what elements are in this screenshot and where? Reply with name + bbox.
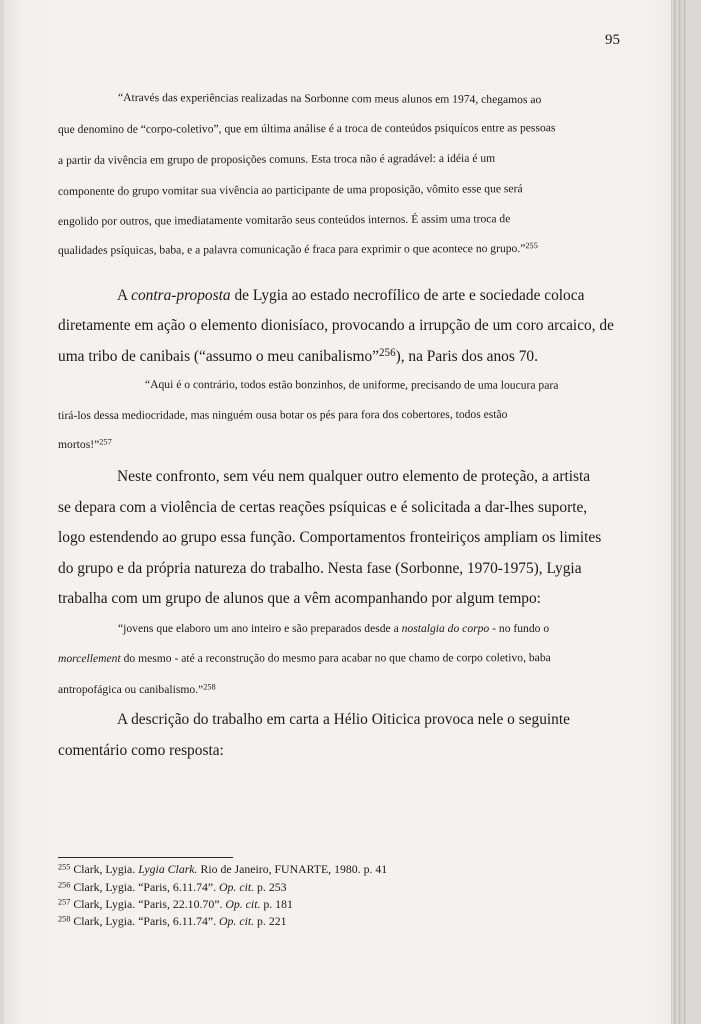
footnote-number: 257 bbox=[58, 897, 71, 907]
footnote-ref-258: 258 bbox=[203, 682, 216, 692]
quote1-line bbox=[58, 242, 538, 257]
quote1-line: engolido por outros, que imediatamente vomitarão seus conteúdos internos. É assim uma troca de bbox=[57, 212, 511, 228]
body-paragraph-1-line bbox=[117, 287, 584, 305]
footnote-ref-257: 257 bbox=[99, 437, 112, 447]
footnote bbox=[58, 914, 287, 929]
body-paragraph-2-line: trabalha com um grupo de alunos que a vêm acompanhando por algum tempo: bbox=[58, 590, 541, 607]
text-run: Rio de Janeiro, FUNARTE, 1980. p. 41 bbox=[197, 862, 388, 876]
quote1-line-text: qualidades psíquicas, baba, e a palavra comunicação é fraca para exprimir o que acontece no grupo.” bbox=[57, 241, 526, 257]
body-paragraph-2-line: do grupo e da própria natureza do trabalho. Nesta fase (Sorbonne, 1970-1975), Lygia bbox=[58, 560, 582, 577]
emphasis-text: Lygia Clark. bbox=[138, 862, 198, 876]
quote3-line-text: antropofágica ou canibalismo.” bbox=[58, 683, 204, 696]
footnote-number: 255 bbox=[58, 862, 71, 872]
emphasis-text: Op. cit. bbox=[219, 880, 255, 894]
text-run: ), na Paris dos anos 70. bbox=[395, 348, 538, 365]
text-run: Clark, Lygia. bbox=[70, 862, 139, 876]
text-run: p. 253 bbox=[254, 880, 287, 894]
page-stack-edge bbox=[671, 0, 686, 1024]
footnote-ref-255: 255 bbox=[525, 241, 538, 251]
emphasis-text: contra-proposta bbox=[131, 287, 231, 304]
quote2-line: “Aqui é o contrário, todos estão bonzinhos, de uniforme, precisando de uma loucura para bbox=[144, 378, 559, 392]
body-paragraph-3-line: comentário como resposta: bbox=[58, 742, 224, 759]
body-paragraph-3-line: A descrição do trabalho em carta a Hélio Oiticica provoca nele o seguinte bbox=[117, 711, 570, 728]
text-run: Clark, Lygia. “Paris, 6.11.74”. bbox=[70, 914, 220, 928]
footnote bbox=[58, 862, 387, 877]
quote3-line bbox=[118, 622, 549, 635]
emphasis-text: Op. cit. bbox=[219, 914, 255, 928]
quote2-line bbox=[58, 438, 112, 451]
quote3-line bbox=[58, 683, 216, 696]
text-run: Clark, Lygia. “Paris, 22.10.70”. bbox=[70, 897, 226, 911]
quote1-line: a partir da vivência em grupo de proposições comuns. Esta troca não é agradável: a idéia é um bbox=[57, 151, 496, 167]
quote2-line: tirá-los dessa mediocridade, mas ninguém ousa botar os pés para fora dos cobertores, todos estão bbox=[57, 407, 508, 422]
quote2-line-text: mortos!” bbox=[58, 438, 100, 451]
text-run: uma tribo de canibais (“assumo o meu canibalismo” bbox=[58, 348, 379, 365]
quote1-line: componente do grupo vomitar sua vivência ao participante de uma proposição, vômito esse que será bbox=[57, 182, 523, 198]
text-run: Clark, Lygia. “Paris, 6.11.74”. bbox=[70, 880, 220, 894]
text-run: A bbox=[117, 287, 132, 304]
text-run: de Lygia ao estado necrofílico de arte e sociedade coloca bbox=[230, 287, 585, 304]
footnote bbox=[58, 897, 293, 912]
text-run: “jovens que elaboro um ano inteiro e são preparados desde a bbox=[118, 622, 402, 635]
body-paragraph-2-line: se depara com a violência de certas reações psíquicas e é solicitada a dar-lhes suporte, bbox=[58, 499, 588, 516]
emphasis-text: morcellement bbox=[57, 651, 121, 665]
quote3-line bbox=[58, 651, 551, 665]
emphasis-text: Op. cit. bbox=[225, 897, 261, 911]
body-paragraph-1-line bbox=[58, 348, 538, 366]
footnote-number: 256 bbox=[58, 880, 71, 890]
footnote-number: 258 bbox=[58, 914, 71, 924]
emphasis-text: nostalgia do corpo bbox=[401, 622, 490, 635]
page-number: 95 bbox=[605, 32, 620, 48]
body-paragraph-2-line: Neste confronto, sem véu nem qualquer outro elemento de proteção, a artista bbox=[117, 468, 591, 485]
quote1-line: “Através das experiências realizadas na Sorbonne com meus alunos em 1974, chegamos ao bbox=[117, 91, 542, 107]
text-run: - no fundo o bbox=[489, 622, 550, 635]
body-paragraph-1-line: diretamente em ação o elemento dionisíaco, provocando a irrupção de um coro arcaico, de bbox=[58, 317, 614, 334]
footnote-separator bbox=[58, 857, 233, 858]
footnote-ref-256: 256 bbox=[378, 347, 396, 360]
text-run: p. 181 bbox=[260, 897, 293, 911]
text-run: do mesmo - até a reconstrução do mesmo para acabar no que chamo de corpo coletivo, baba bbox=[120, 651, 551, 665]
footnote bbox=[58, 880, 287, 895]
text-run: p. 221 bbox=[254, 914, 287, 928]
quote1-line: que denomino de “corpo-coletivo”, que em última análise é a troca de conteúdos psiquícos entre as pessoas bbox=[57, 121, 556, 136]
body-paragraph-2-line: logo estendendo ao grupo essa função. Comportamentos fronteiriços ampliam os limites bbox=[58, 529, 602, 546]
